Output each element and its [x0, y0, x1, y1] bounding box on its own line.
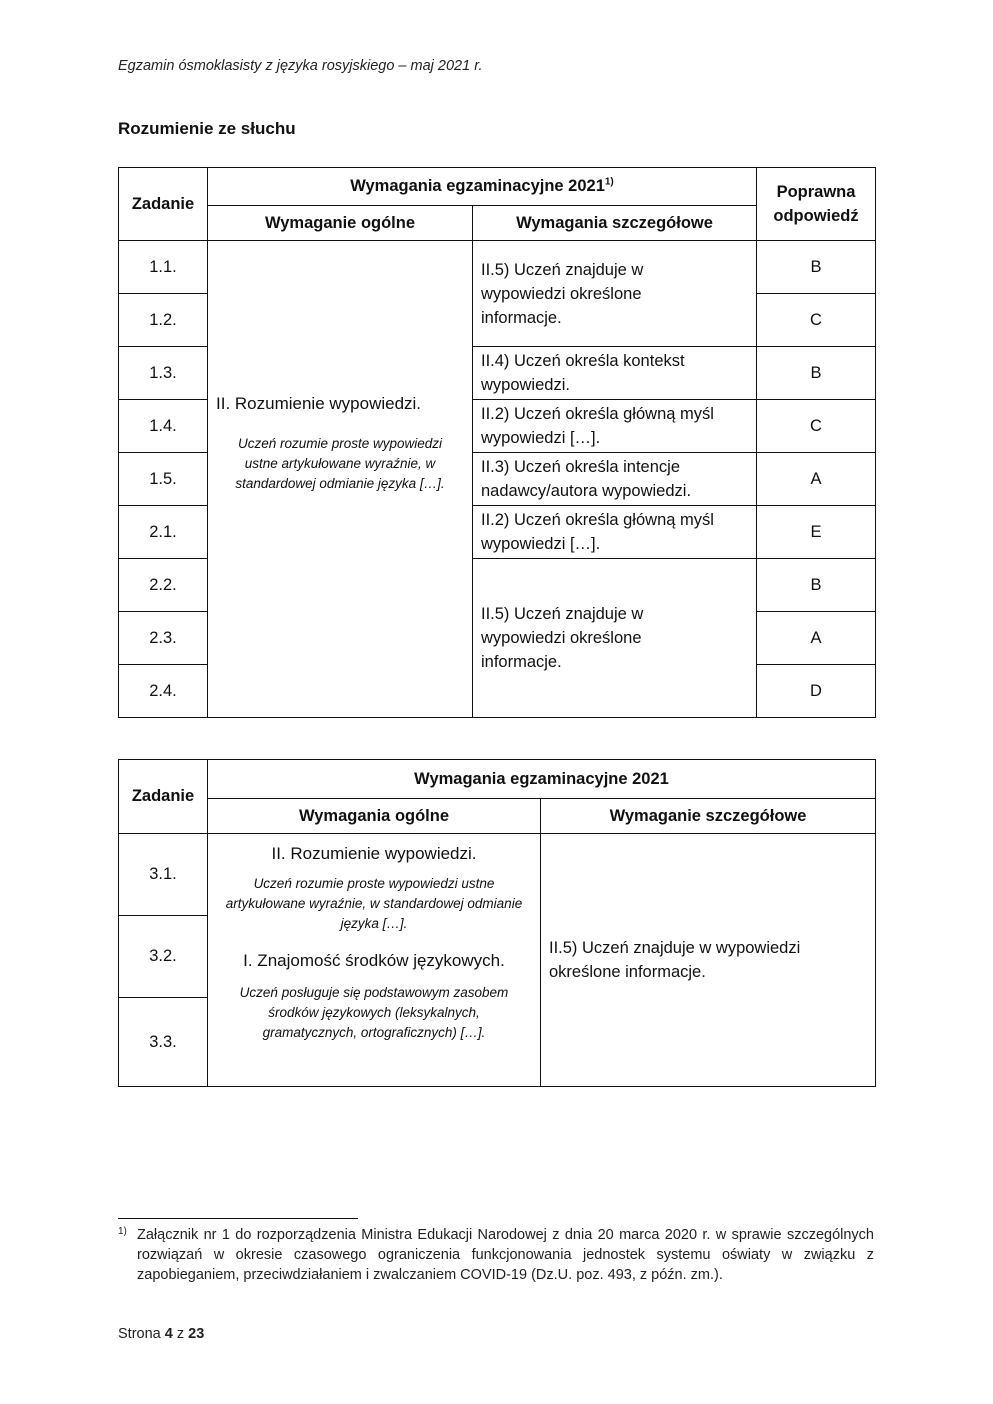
- task-cell: 1.1.: [119, 241, 208, 294]
- answer-cell: B: [757, 559, 876, 612]
- answer-cell: A: [757, 453, 876, 506]
- specific-requirement-cell: II.5) Uczeń znajduje w wypowiedzi określone informacje.: [473, 241, 757, 347]
- footnote-text: Załącznik nr 1 do rozporządzenia Ministra Edukacji Narodowej z dnia 20 marca 2020 r. w sprawie szczególnych rozwiązań w okresie czasowego ograniczenia funkcjonowania jednostek systemu oświaty w związku z zapobieganiem, przeciwdziałaniem i zwalczaniem COVID-19 (Dz.U. poz. 493, z późn. zm.).: [137, 1227, 874, 1283]
- header-general: Wymagania ogólne: [208, 799, 541, 834]
- specific-requirement-cell: II.3) Uczeń określa intencje nadawcy/autora wypowiedzi.: [473, 453, 757, 506]
- total-pages: 23: [188, 1326, 205, 1342]
- task-cell: 1.5.: [119, 453, 208, 506]
- header-task: Zadanie: [119, 168, 208, 241]
- answer-cell: B: [757, 347, 876, 400]
- header-requirements: Wymagania egzaminacyjne 2021$^{1)}$: [208, 168, 757, 206]
- specific-requirement-cell: II.5) Uczeń znajduje w wypowiedzi określone informacje.: [541, 834, 876, 1087]
- general-requirement-description: Uczeń rozumie proste wypowiedzi ustne artykułowane wyraźnie, w standardowej odmianie języka […].: [225, 876, 523, 931]
- answer-cell: D: [757, 665, 876, 718]
- task-cell: 1.4.: [119, 400, 208, 453]
- task-cell: 2.1.: [119, 506, 208, 559]
- answer-cell: B: [757, 241, 876, 294]
- task-cell: 3.2.: [119, 916, 208, 998]
- exam-header: Egzamin ósmoklasisty z języka rosyjskiego – maj 2021 r.: [118, 58, 483, 74]
- task-cell: 1.2.: [119, 294, 208, 347]
- task-cell: 3.3.: [119, 998, 208, 1087]
- answer-key-table-listening: [118, 167, 876, 718]
- task-cell: 2.4.: [119, 665, 208, 718]
- specific-requirement-cell: II.2) Uczeń określa główną myśl wypowiedzi […].: [473, 400, 757, 453]
- section-title: Rozumienie ze słuchu: [118, 119, 296, 138]
- page-number: Strona 4 z 23: [118, 1326, 205, 1342]
- specific-requirement-cell: II.2) Uczeń określa główną myśl wypowiedzi […].: [473, 506, 757, 559]
- general-requirement-description: Uczeń posługuje się podstawowym zasobem środków językowych (leksykalnych, gramatycznych, ortograficznych) […].: [239, 985, 509, 1040]
- header-requirements: Wymagania egzaminacyjne 2021: [208, 760, 876, 799]
- answer-cell: C: [757, 294, 876, 347]
- header-task: Zadanie: [119, 760, 208, 834]
- general-requirement-title: II. Rozumienie wypowiedzi.: [216, 394, 422, 413]
- footnote: [118, 1225, 874, 1285]
- table-row: [119, 241, 876, 294]
- header-general: Wymaganie ogólne: [208, 206, 473, 241]
- footnote-mark: 1): [118, 1226, 127, 1237]
- task-cell: 2.3.: [119, 612, 208, 665]
- header-answer: Poprawna odpowiedź: [757, 168, 876, 241]
- general-requirement-title: II. Rozumienie wypowiedzi.: [271, 844, 477, 863]
- specific-requirement-cell: II.4) Uczeń określa kontekst wypowiedzi.: [473, 347, 757, 400]
- header-specific: Wymagania szczegółowe: [473, 206, 757, 241]
- answer-cell: A: [757, 612, 876, 665]
- general-requirements-cell: [208, 834, 541, 1087]
- specific-requirement-cell: II.5) Uczeń znajduje w wypowiedzi określone informacje.: [473, 559, 757, 718]
- general-requirement-cell: [208, 241, 473, 718]
- answer-cell: E: [757, 506, 876, 559]
- requirements-table-task3: [118, 759, 876, 1087]
- task-cell: 3.1.: [119, 834, 208, 916]
- current-page: 4: [164, 1326, 173, 1342]
- answer-cell: C: [757, 400, 876, 453]
- general-requirement-title: I. Znajomość środków językowych.: [243, 951, 505, 970]
- task-cell: 2.2.: [119, 559, 208, 612]
- header-specific: Wymaganie szczegółowe: [541, 799, 876, 834]
- task-cell: 1.3.: [119, 347, 208, 400]
- general-requirement-description: Uczeń rozumie proste wypowiedzi ustne artykułowane wyraźnie, w standardowej odmianie języka […].: [235, 436, 445, 491]
- footnote-divider: [118, 1218, 358, 1219]
- footnote-ref: 1): [604, 176, 614, 188]
